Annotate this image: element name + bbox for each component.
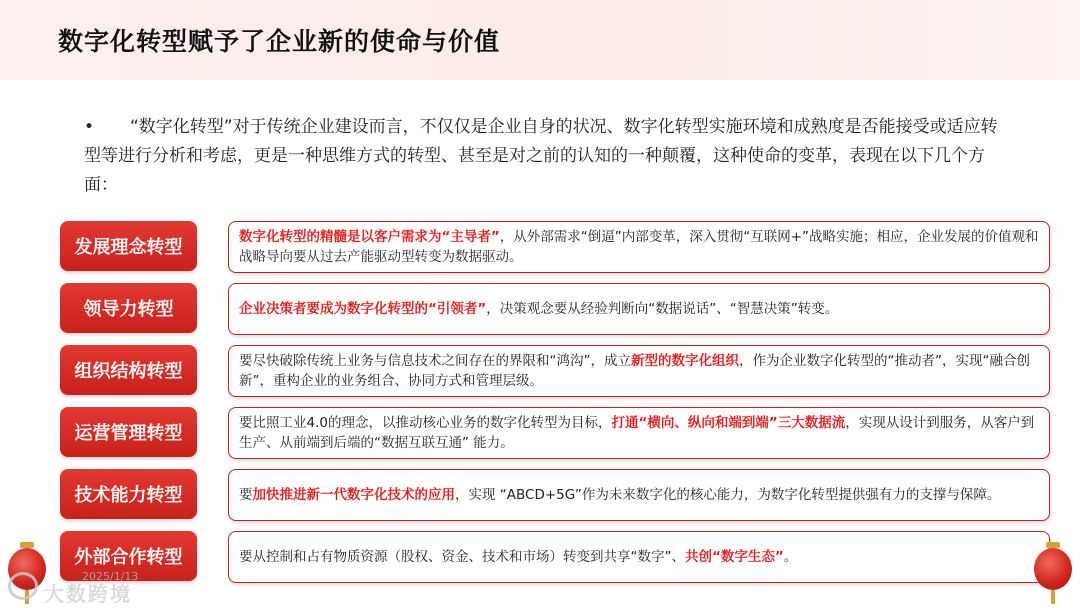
highlight-text: 企业决策者要成为数字化转型的“引领者” — [239, 301, 487, 317]
bullet-marker: • — [84, 117, 95, 137]
row-label: 运营管理转型 — [60, 407, 197, 457]
row-description — [228, 221, 1050, 273]
transformation-row — [60, 531, 1030, 581]
row-description — [228, 469, 1050, 521]
body-text: 要比照工业4.0的理念，以推动核心业务的数字化转型为目标， — [239, 415, 612, 431]
transformation-row — [60, 283, 1030, 333]
row-label: 领导力转型 — [60, 283, 197, 333]
lantern-icon — [1034, 548, 1072, 590]
body-text: ，从外部需求“倒逼”内部变革，深入贯彻“互联网+”战略实施；相应，企业发展的价值观和战略导向要从过去产能驱动型转变为数据驱动。 — [239, 229, 1039, 265]
row-description — [228, 345, 1050, 397]
body-text: ，实现从设计到服务，从客户到生产、从前端到后端的“数据互联互通” 能力。 — [239, 415, 1035, 451]
intro-paragraph — [84, 113, 1014, 200]
page-title: 数字化转型赋予了企业新的使命与价值 — [58, 27, 501, 56]
row-label: 组织结构转型 — [60, 345, 197, 395]
watermark-date: 2025/1/13 — [82, 570, 139, 583]
body-text: ，决策观念要从经验判断向“数据说话”、“智慧决策”转变。 — [486, 301, 839, 317]
body-text: 要从控制和占有物质资源（股权、资金、技术和市场）转变到共享“数字”、 — [239, 549, 685, 565]
highlight-text: 新型的数字化组织 — [631, 353, 739, 369]
brand-logo-icon — [8, 572, 38, 600]
body-text: ，作为企业数字化转型的“推动者”，实现“融合创新”，重构企业的业务组合、协同方式和管理层级。 — [239, 353, 1030, 389]
body-text: 。 — [783, 549, 798, 565]
highlight-text: 打通“横向、纵向和端到端”三大数据流 — [611, 415, 846, 431]
row-description — [228, 531, 1050, 583]
transformation-row — [60, 407, 1035, 457]
row-text — [239, 351, 1039, 391]
row-label: 发展理念转型 — [60, 221, 197, 271]
row-description — [228, 407, 1050, 459]
body-text: 要尽快破除传统上业务与信息技术之间存在的界限和“鸿沟”，成立 — [239, 353, 631, 369]
row-text — [239, 299, 838, 319]
row-text — [239, 227, 1039, 267]
row-text — [239, 413, 1039, 453]
transformation-row — [60, 345, 1030, 395]
row-text — [239, 485, 1000, 505]
body-text: ，实现 “ABCD+5G”作为未来数字化的核心能力，为数字化转型提供强有力的支撑与保障。 — [455, 487, 1001, 503]
row-description — [228, 283, 1050, 335]
highlight-text: 共创“数字生态” — [685, 549, 784, 565]
row-label: 技术能力转型 — [60, 469, 197, 519]
transformation-row — [60, 469, 1030, 519]
row-label: 外部合作转型 — [60, 531, 197, 581]
highlight-text: 加快推进新一代数字化技术的应用 — [252, 487, 455, 503]
intro-text: “数字化转型”对于传统企业建设而言，不仅仅是企业自身的状况、数字化转型实施环境和成熟度是否能接受或适应转型等进行分析和考虑，更是一种思维方式的转型、甚至是对之前的认知的一种颠覆，这种使命的变革，表现在以下几个方面： — [84, 117, 998, 195]
watermark-brand: 大数跨境 — [44, 582, 132, 606]
highlight-text: 数字化转型的精髓是以客户需求为“主导者” — [239, 229, 500, 245]
body-text: 要 — [239, 487, 253, 503]
transformation-row — [60, 221, 1039, 271]
row-text — [239, 547, 797, 567]
